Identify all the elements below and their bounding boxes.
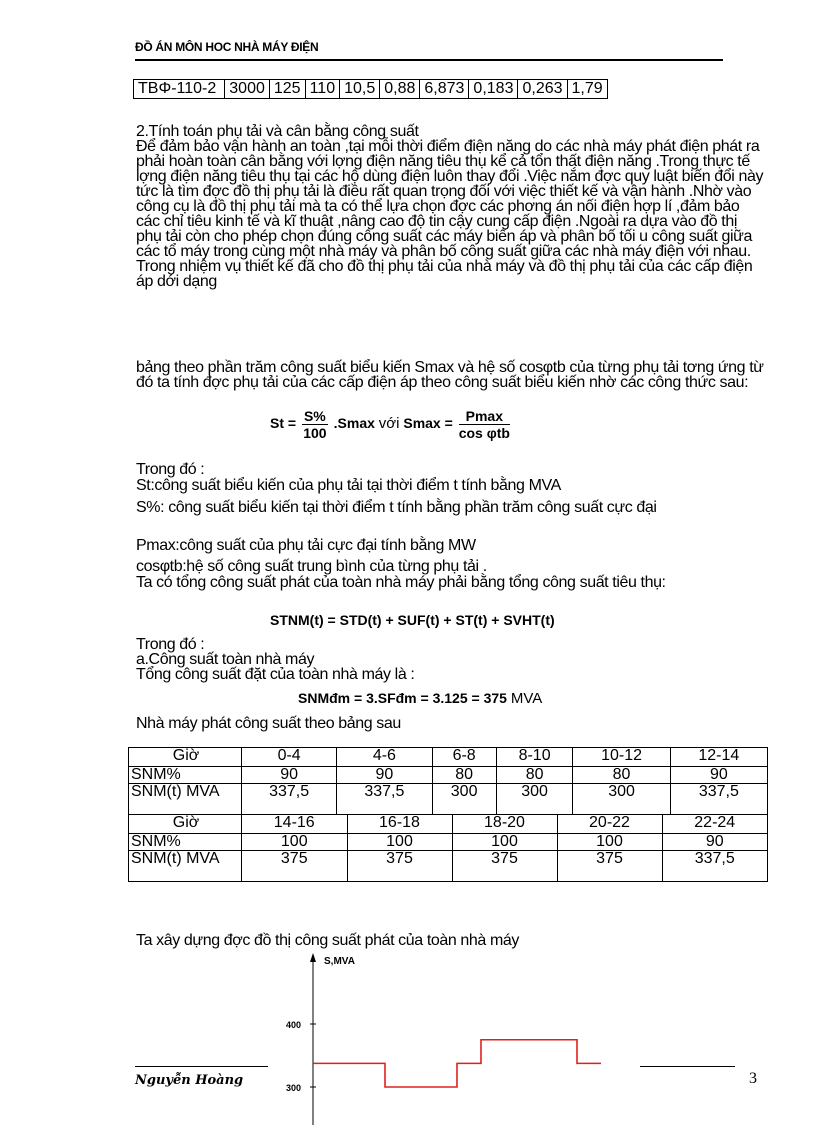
hour-cell: 22-24 bbox=[694, 814, 736, 831]
spec-cell: 110 bbox=[305, 80, 340, 99]
hour-cell: 8-10 bbox=[496, 748, 573, 767]
pct-cell: 100 bbox=[452, 834, 557, 850]
def-spct: S%: công suất biểu kiến tại thời điểm t tính bằng phần trăm công suất cực đại bbox=[136, 499, 657, 516]
pct-cell: 100 bbox=[557, 834, 662, 850]
hour-cell: 6-8 bbox=[432, 748, 496, 767]
spec-cell: 10,5 bbox=[340, 80, 380, 99]
table-row bbox=[129, 784, 768, 815]
paragraph-1: Để đảm bảo vận hành an toàn ,tại mỗi thời điểm điện năng do các nhà máy phát điện phát ra phải hoàn toàn cân bằng với lợng điện năng tiêu thụ kể cả tổn thất điện năng .Trong thực tế lợng điện năng tiêu thụ tại các hộ dùng điện luôn thay đổi .Việc nắm đợc quy luật biến đổi này tức là tìm đợc đồ thị phụ tải là điều rất quan trọng đối với việc thiết kế và vận hành .Nhờ vào công cụ là đồ thị phụ tải mà ta có thể lựa chọn đợc các phơng án nối điện hợp lí ,đảm bảo các chỉ tiêu kinh tế và kĩ thuật ,nâng cao độ tin cậy cung cấp điện .Ngoài ra dựa vào đồ thị phụ tải còn cho phép chọn đúng công suất các máy biến áp và phân bố tối u công suất giữa các tổ máy trong cùng một nhà máy và phân bố công suất giữa các nhà máy điện với nhau. Trong nhiệm vụ thiết kế đã cho đồ thị phụ tải của nhà máy và đồ thị phụ tải của các cấp điện áp dới dạng bbox=[136, 138, 764, 290]
table-intro: Nhà máy phát công suất theo bảng sau bbox=[136, 715, 401, 732]
formula-rated-text: SNMđm = 3.SFđm = 3.125 = 375 bbox=[298, 690, 507, 706]
hour-cell: 12-14 bbox=[670, 748, 767, 767]
spec-cell: 1,79 bbox=[567, 80, 607, 99]
y-tick-label: 300 bbox=[286, 1083, 302, 1093]
mva-cell: 375 bbox=[242, 851, 347, 881]
parta-title: a.Công suất toàn nhà máy bbox=[136, 651, 315, 668]
pct-cell: 80 bbox=[432, 767, 496, 784]
hour-cell: 18-20 bbox=[452, 815, 557, 833]
mva-cell: 375 bbox=[452, 851, 557, 881]
spec-cell: 3000 bbox=[225, 80, 270, 99]
parta-intro: Trong đó : bbox=[136, 636, 205, 653]
formula-with: với bbox=[378, 415, 400, 433]
hour-cell: 4-6 bbox=[337, 748, 432, 767]
def-cos: cosφtb:hệ số công suất trung bình của từng phụ tải . bbox=[136, 558, 487, 575]
paragraph-2: bảng theo phần trăm công suất biểu kiến Smax và hệ số cosφtb của từng phụ tải tơng ứng từ đó ta tính đợc phụ tải của các cấp điện áp theo công suất biểu kiến nhờ các công thức sau: bbox=[136, 359, 764, 391]
pct-cell: 80 bbox=[496, 767, 573, 784]
pct-cell: 90 bbox=[705, 833, 724, 850]
fraction-pmax bbox=[459, 408, 510, 441]
chart-intro: Ta xây dựng đợc đồ thị công suất phát của toàn nhà máy bbox=[136, 932, 519, 949]
y-axis-arrow bbox=[310, 953, 316, 962]
hour-cell: 14-16 bbox=[242, 815, 347, 833]
balance-text: Ta có tổng công suất phát của toàn nhà máy phải bằng tổng công suất tiêu thụ: bbox=[136, 574, 666, 591]
fraction-den: cos φtb bbox=[458, 425, 510, 441]
spec-cell: 125 bbox=[269, 80, 305, 99]
header-rule bbox=[135, 59, 723, 61]
table-row bbox=[129, 767, 768, 784]
pct-cell: 100 bbox=[242, 834, 347, 850]
footer-rule bbox=[640, 1066, 735, 1067]
row-label: SNM(t) MVA bbox=[129, 851, 242, 882]
page-number: 3 bbox=[749, 1070, 757, 1087]
formula-mid: .Smax bbox=[333, 415, 375, 432]
table-row bbox=[129, 815, 768, 834]
mva-cell: 375 bbox=[347, 851, 452, 881]
y-tick-label: 400 bbox=[286, 1020, 302, 1030]
fraction-den: 100 bbox=[303, 425, 327, 441]
row-label: SNM% bbox=[129, 767, 242, 784]
mva-cell: 337,5 bbox=[337, 784, 432, 815]
pct-cell: 100 bbox=[347, 834, 452, 850]
formula-unit: MVA bbox=[510, 690, 543, 707]
defs-intro: Trong đó : bbox=[136, 461, 205, 478]
pct-cell: 80 bbox=[573, 767, 670, 784]
spec-cell: TBΦ-110-2 bbox=[134, 80, 225, 99]
row-label: SNM% bbox=[129, 834, 242, 851]
hour-cell: 0-4 bbox=[242, 748, 337, 767]
spec-cell: 6,873 bbox=[420, 80, 469, 99]
formula-st bbox=[270, 408, 512, 441]
spec-cell: 0,263 bbox=[518, 80, 567, 99]
def-pmax: Pmax:công suất của phụ tải cực đại tính bằng MW bbox=[136, 537, 476, 554]
footer-rule bbox=[135, 1066, 268, 1067]
table-row bbox=[129, 851, 768, 882]
mva-cell: 337,5 bbox=[694, 850, 735, 867]
formula-balance: STNM(t) = STD(t) + SUF(t) + ST(t) + SVHT(t) bbox=[270, 612, 555, 628]
mva-cell: 337,5 bbox=[242, 784, 337, 815]
power-series-line bbox=[313, 1040, 601, 1087]
generation-table bbox=[128, 747, 768, 882]
header-title: ĐỒ ÁN MÔN HOC NHÀ MÁY ĐIỆN bbox=[135, 40, 319, 54]
mva-cell: 300 bbox=[573, 784, 670, 815]
y-axis-label: S,MVA bbox=[324, 956, 355, 967]
fraction-spct bbox=[302, 408, 328, 441]
y-ticks bbox=[286, 1020, 316, 1093]
transformer-spec-table bbox=[133, 79, 608, 99]
fraction-num: S% bbox=[303, 408, 326, 424]
table-row bbox=[134, 80, 608, 99]
formula-lhs: St = bbox=[270, 415, 297, 432]
fraction-num: Pmax bbox=[459, 408, 510, 425]
formula-rated bbox=[298, 690, 542, 707]
hour-cell: 16-18 bbox=[347, 815, 452, 833]
section-heading: 2.Tính toán phụ tải và cân bằng công suất bbox=[136, 123, 419, 140]
row-label: SNM(t) MVA bbox=[129, 784, 242, 815]
row-label: Giờ bbox=[129, 815, 242, 834]
hour-cell: 10-12 bbox=[573, 748, 670, 767]
mva-cell: 375 bbox=[557, 851, 662, 881]
parta-desc: Tổng công suất đặt của toàn nhà máy là : bbox=[136, 666, 415, 683]
formula-rhs-lhs: Smax = bbox=[403, 415, 453, 432]
pct-cell: 90 bbox=[337, 767, 432, 784]
spec-cell: 0,88 bbox=[380, 80, 420, 99]
pct-cell: 90 bbox=[670, 767, 767, 784]
table-row bbox=[129, 748, 768, 767]
power-chart bbox=[250, 950, 620, 1125]
mva-cell: 300 bbox=[432, 784, 496, 815]
mva-cell: 300 bbox=[496, 784, 573, 815]
pct-cell: 90 bbox=[242, 767, 337, 784]
table-row bbox=[129, 834, 768, 851]
hour-cell: 20-22 bbox=[557, 815, 662, 833]
mva-cell: 337,5 bbox=[670, 784, 767, 815]
row-label: Giờ bbox=[129, 748, 242, 767]
footer-author: Nguyễn Hoàng bbox=[135, 1073, 244, 1088]
def-st: St:công suất biểu kiến của phụ tải tại thời điểm t tính bằng MVA bbox=[136, 477, 561, 494]
spec-cell: 0,183 bbox=[469, 80, 518, 99]
